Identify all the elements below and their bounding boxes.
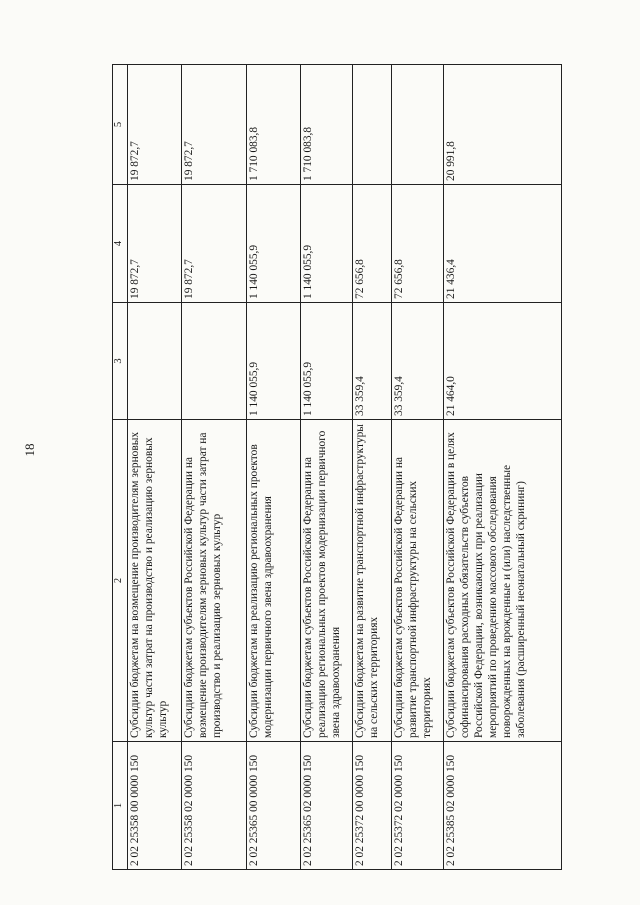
row-name: Субсидии бюджетам на реализацию региональных проектов модернизации первичного звена здравоохранения — [247, 420, 301, 742]
budget-table — [112, 64, 562, 870]
row-value-col3 — [182, 303, 247, 420]
table-row — [301, 65, 353, 870]
row-code: 2 02 25358 00 0000 150 — [128, 742, 182, 870]
row-value-col4: 1 140 055,9 — [247, 185, 301, 303]
row-value-col4: 19 872,7 — [128, 185, 182, 303]
table-row — [444, 65, 562, 870]
row-value-col4: 72 656,8 — [392, 185, 444, 303]
rotated-table-container — [112, 65, 597, 870]
row-name: Субсидии бюджетам субъектов Российской Федерации на развитие транспортной инфраструктуры на сельских территориях — [392, 420, 444, 742]
row-value-col4: 72 656,8 — [353, 185, 392, 303]
header-col-2: 2 — [113, 420, 128, 742]
table-row — [353, 65, 392, 870]
table-header-row — [113, 65, 128, 870]
table-row — [247, 65, 301, 870]
row-code: 2 02 25365 02 0000 150 — [301, 742, 353, 870]
row-name: Субсидии бюджетам субъектов Российской Федерации на реализацию региональных проектов модернизации первичного звена здравоохранения — [301, 420, 353, 742]
row-code: 2 02 25365 00 0000 150 — [247, 742, 301, 870]
header-col-5: 5 — [113, 65, 128, 185]
row-value-col3 — [128, 303, 182, 420]
header-col-4: 4 — [113, 185, 128, 303]
row-code: 2 02 25372 00 0000 150 — [353, 742, 392, 870]
row-value-col5: 1 710 083,8 — [247, 65, 301, 185]
row-value-col5: 1 710 083,8 — [301, 65, 353, 185]
row-name: Субсидии бюджетам субъектов Российской Федерации на возмещение производителям зерновых культур части затрат на производство и реализацию зерновых культур — [182, 420, 247, 742]
row-code: 2 02 25385 02 0000 150 — [444, 742, 562, 870]
row-name: Субсидии бюджетам субъектов Российской Федерации в целях софинансирования расходных обязательств субъектов Российской Федерации, возникающих при реализации мероприятий по проведению массового обследования новорожденных на врожденные и (или) наследственные заболевания (расширенный неонатальный скрининг) — [444, 420, 562, 742]
row-code: 2 02 25372 02 0000 150 — [392, 742, 444, 870]
row-value-col5: 19 872,7 — [182, 65, 247, 185]
row-value-col3: 1 140 055,9 — [247, 303, 301, 420]
row-code: 2 02 25358 02 0000 150 — [182, 742, 247, 870]
row-value-col4: 21 436,4 — [444, 185, 562, 303]
row-value-col4: 19 872,7 — [182, 185, 247, 303]
header-col-1: 1 — [113, 742, 128, 870]
row-value-col4: 1 140 055,9 — [301, 185, 353, 303]
row-name: Субсидии бюджетам на развитие транспортной инфраструктуры на сельских территориях — [353, 420, 392, 742]
row-value-col5 — [353, 65, 392, 185]
row-value-col3: 33 359,4 — [353, 303, 392, 420]
row-value-col5: 19 872,7 — [128, 65, 182, 185]
row-value-col3: 33 359,4 — [392, 303, 444, 420]
page-number: 18 — [22, 443, 37, 457]
header-col-3: 3 — [113, 303, 128, 420]
row-value-col3: 21 464,0 — [444, 303, 562, 420]
row-value-col5 — [392, 65, 444, 185]
table-row — [128, 65, 182, 870]
row-name: Субсидии бюджетам на возмещение производителям зерновых культур части затрат на производство и реализацию зерновых культур — [128, 420, 182, 742]
table-row — [182, 65, 247, 870]
row-value-col3: 1 140 055,9 — [301, 303, 353, 420]
table-row — [392, 65, 444, 870]
row-value-col5: 20 991,8 — [444, 65, 562, 185]
